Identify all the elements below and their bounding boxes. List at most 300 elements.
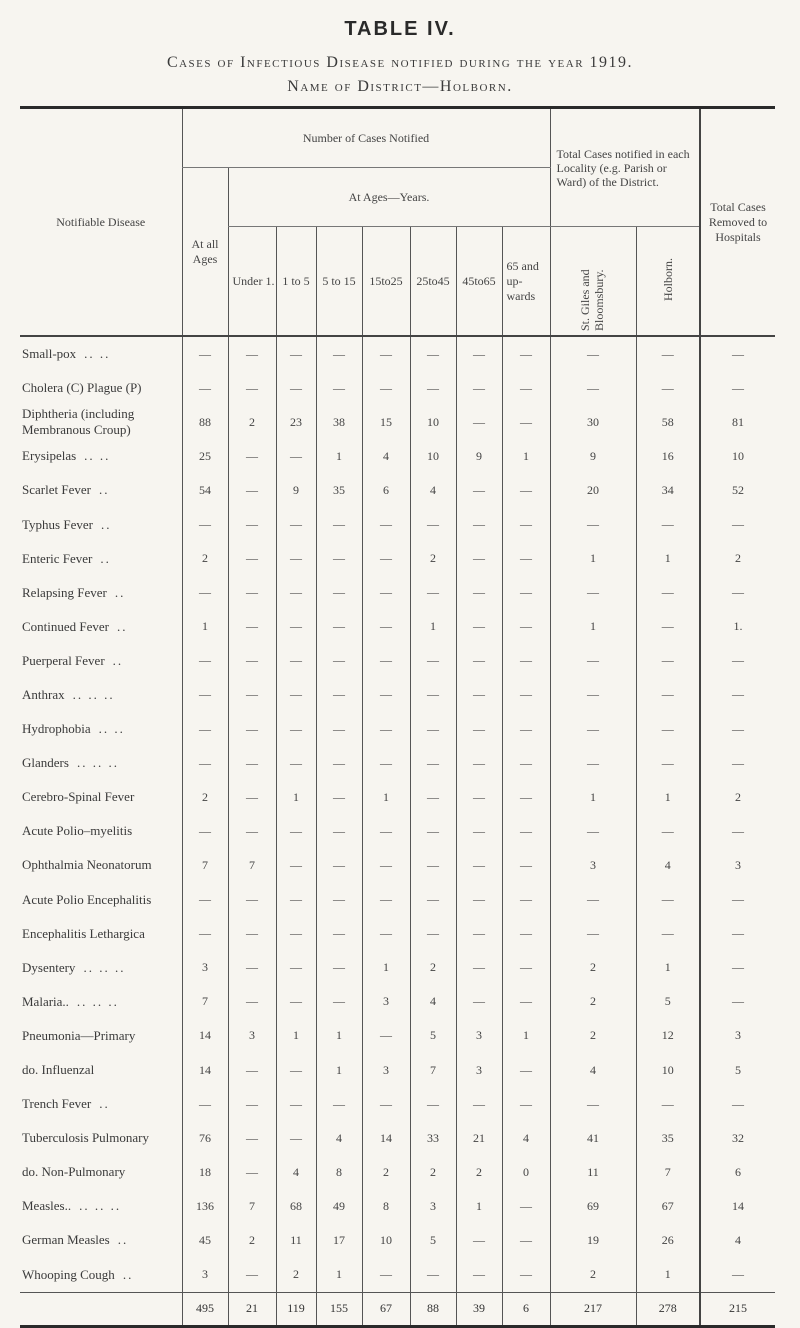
cell-value: —	[276, 439, 316, 473]
cell-value: 1	[316, 439, 362, 473]
cell-value: 34	[636, 473, 700, 507]
leader-dots: .. .. ..	[79, 1198, 122, 1214]
cell-value: —	[502, 371, 550, 405]
cell-value: —	[700, 883, 775, 917]
cell-value: 14	[362, 1121, 410, 1155]
disease-label: Anthrax	[22, 686, 65, 702]
table-row	[20, 644, 775, 678]
cell-value: —	[362, 1087, 410, 1121]
cell-value: 35	[316, 473, 362, 507]
cell-value: —	[410, 780, 456, 814]
disease-label: Acute Polio Encephalitis	[22, 891, 152, 907]
disease-label: Encephalitis Lethargica	[22, 925, 145, 941]
cell-value: —	[456, 951, 502, 985]
cell-value: 5	[410, 1019, 456, 1053]
total-value: 39	[456, 1292, 502, 1326]
cell-value: 88	[182, 405, 228, 439]
cell-value: —	[182, 883, 228, 917]
cell-value: —	[502, 473, 550, 507]
disease-name	[20, 576, 182, 610]
cell-value: —	[316, 814, 362, 848]
disease-label: Enteric Fever	[22, 550, 93, 566]
cell-value: 2	[700, 780, 775, 814]
table-row	[20, 814, 775, 848]
cell-value: 2	[410, 1155, 456, 1189]
cell-value: 2	[228, 405, 276, 439]
cell-value: —	[410, 1087, 456, 1121]
cell-value: 136	[182, 1189, 228, 1223]
cell-value: 1	[636, 542, 700, 576]
disease-label: do. Non-Pulmonary	[22, 1164, 126, 1180]
cell-value: —	[182, 576, 228, 610]
cell-value: 58	[636, 405, 700, 439]
cell-value: —	[410, 712, 456, 746]
cell-value: —	[456, 371, 502, 405]
cell-value: —	[502, 610, 550, 644]
cell-value: —	[456, 712, 502, 746]
cell-value: —	[502, 848, 550, 882]
cell-value: —	[316, 644, 362, 678]
cell-value: —	[276, 576, 316, 610]
cell-value: 3	[362, 985, 410, 1019]
header-age-1to5: 1 to 5	[276, 227, 316, 337]
disease-rows	[20, 336, 775, 1292]
cell-value: —	[700, 1258, 775, 1293]
cell-value: 14	[182, 1053, 228, 1087]
cell-value: —	[276, 917, 316, 951]
cell-value: 10	[636, 1053, 700, 1087]
cell-value: —	[228, 780, 276, 814]
cell-value: 4	[276, 1155, 316, 1189]
disease-name	[20, 985, 182, 1019]
cell-value: —	[456, 1258, 502, 1293]
cell-value: —	[362, 814, 410, 848]
cell-value: —	[276, 678, 316, 712]
cell-value: 17	[316, 1223, 362, 1257]
cell-value: 1.	[700, 610, 775, 644]
cell-value: —	[276, 1053, 316, 1087]
cell-value: —	[228, 507, 276, 541]
cell-value: 14	[700, 1189, 775, 1223]
cell-value: 1	[182, 610, 228, 644]
cell-value: —	[410, 644, 456, 678]
cell-value: —	[700, 746, 775, 780]
cell-value: —	[362, 678, 410, 712]
header-locality: Total Cases notified in each Locality (e.g. Parish or Ward) of the District.	[550, 109, 700, 227]
cell-value: 1	[362, 780, 410, 814]
table-row	[20, 405, 775, 439]
cell-value: —	[228, 1258, 276, 1293]
cell-value: —	[550, 576, 636, 610]
leader-dots: .. ..	[98, 721, 125, 737]
disease-name	[20, 1258, 182, 1293]
cell-value: 9	[456, 439, 502, 473]
cell-value: 1	[276, 1019, 316, 1053]
cell-value: 23	[276, 405, 316, 439]
cell-value: —	[276, 1121, 316, 1155]
cell-value: —	[410, 848, 456, 882]
cell-value: —	[276, 814, 316, 848]
cell-value: 1	[636, 780, 700, 814]
cell-value: —	[410, 1258, 456, 1293]
disease-label: Ophthalmia Neonatorum	[22, 857, 152, 873]
header-holborn-label: Holborn.	[660, 257, 675, 301]
cell-value: 1	[550, 610, 636, 644]
cell-value: —	[228, 883, 276, 917]
cell-value: 38	[316, 405, 362, 439]
cell-value: 4	[410, 473, 456, 507]
cell-value: 52	[700, 473, 775, 507]
cell-value: —	[316, 371, 362, 405]
cell-value: —	[410, 576, 456, 610]
table-row	[20, 473, 775, 507]
table-row	[20, 712, 775, 746]
cell-value: 49	[316, 1189, 362, 1223]
cell-value: —	[276, 951, 316, 985]
cell-value: —	[276, 507, 316, 541]
cell-value: 3	[550, 848, 636, 882]
cell-value: —	[182, 712, 228, 746]
cell-value: —	[700, 951, 775, 985]
cell-value: —	[550, 1087, 636, 1121]
cell-value: —	[228, 917, 276, 951]
cell-value: —	[456, 644, 502, 678]
table-row	[20, 917, 775, 951]
leader-dots: ..	[122, 1266, 134, 1282]
cell-value: —	[456, 473, 502, 507]
header-all-ages: At all Ages	[182, 168, 228, 337]
cell-value: 45	[182, 1223, 228, 1257]
cell-value: —	[550, 712, 636, 746]
cell-value: —	[502, 712, 550, 746]
cell-value: —	[456, 917, 502, 951]
cell-value: —	[636, 712, 700, 746]
cell-value: 1	[636, 951, 700, 985]
cell-value: —	[636, 507, 700, 541]
disease-name	[20, 1223, 182, 1257]
cell-value: —	[228, 473, 276, 507]
leader-dots: .. .. ..	[72, 686, 115, 702]
disease-label: Measles..	[22, 1198, 72, 1214]
disease-name	[20, 473, 182, 507]
cell-value: —	[456, 576, 502, 610]
cell-value: —	[502, 507, 550, 541]
cell-value: 69	[550, 1189, 636, 1223]
cell-value: —	[316, 678, 362, 712]
cell-value: —	[316, 917, 362, 951]
cell-value: —	[362, 610, 410, 644]
cell-value: 3	[182, 951, 228, 985]
cell-value: —	[276, 746, 316, 780]
cell-value: 30	[550, 405, 636, 439]
disease-label: Pneumonia—Primary	[22, 1027, 136, 1043]
disease-name	[20, 1189, 182, 1223]
cell-value: —	[182, 371, 228, 405]
cell-value: —	[550, 678, 636, 712]
cell-value: 16	[636, 439, 700, 473]
cell-value: —	[362, 507, 410, 541]
cell-value: —	[456, 780, 502, 814]
disease-name	[20, 507, 182, 541]
cell-value: —	[700, 371, 775, 405]
cell-value: 19	[550, 1223, 636, 1257]
cell-value: —	[182, 336, 228, 371]
cell-value: —	[550, 883, 636, 917]
disease-label: Typhus Fever	[22, 516, 93, 532]
cell-value: —	[456, 542, 502, 576]
table-title: TABLE IV.	[344, 18, 456, 40]
cell-value: 1	[316, 1053, 362, 1087]
cell-value: —	[362, 644, 410, 678]
cell-value: 3	[182, 1258, 228, 1293]
table-row	[20, 1053, 775, 1087]
header-disease: Notifiable Disease	[20, 109, 182, 336]
cell-value: 8	[362, 1189, 410, 1223]
leader-dots: .. .. ..	[76, 993, 119, 1009]
cell-value: —	[228, 576, 276, 610]
leader-dots: ..	[100, 550, 111, 566]
cell-value: 3	[700, 848, 775, 882]
table-row	[20, 883, 775, 917]
cell-value: —	[700, 985, 775, 1019]
cell-value: 4	[502, 1121, 550, 1155]
cell-value: —	[550, 336, 636, 371]
cell-value: —	[362, 883, 410, 917]
cell-value: 2	[550, 1019, 636, 1053]
cell-value: —	[502, 1053, 550, 1087]
cell-value: 1	[502, 439, 550, 473]
cell-value: —	[316, 848, 362, 882]
disease-label: Hydrophobia	[22, 721, 91, 737]
table-row	[20, 1223, 775, 1257]
cell-value: 7	[410, 1053, 456, 1087]
table-row	[20, 610, 775, 644]
cell-value: —	[182, 814, 228, 848]
cell-value: —	[410, 917, 456, 951]
disease-table	[20, 106, 775, 1328]
cell-value: 2	[550, 1258, 636, 1293]
cell-value: 11	[550, 1155, 636, 1189]
leader-dots: ..	[114, 584, 126, 600]
cell-value: 2	[700, 542, 775, 576]
cell-value: —	[700, 576, 775, 610]
cell-value: 1	[550, 542, 636, 576]
leader-dots: ..	[100, 516, 112, 532]
cell-value: —	[502, 576, 550, 610]
cell-value: —	[410, 678, 456, 712]
cell-value: 26	[636, 1223, 700, 1257]
cell-value: 3	[410, 1189, 456, 1223]
cell-value: 3	[228, 1019, 276, 1053]
cell-value: —	[362, 848, 410, 882]
cell-value: —	[316, 610, 362, 644]
leader-dots: .. .. ..	[76, 755, 119, 771]
cell-value: —	[456, 1087, 502, 1121]
cell-value: 2	[276, 1258, 316, 1293]
cell-value: —	[456, 848, 502, 882]
cell-value: —	[228, 542, 276, 576]
cell-value: —	[410, 507, 456, 541]
cell-value: 10	[410, 405, 456, 439]
cell-value: —	[550, 507, 636, 541]
disease-name	[20, 1121, 182, 1155]
disease-name	[20, 1019, 182, 1053]
totals-label-cell	[20, 1292, 182, 1326]
cell-value: —	[456, 405, 502, 439]
disease-name	[20, 712, 182, 746]
total-value: 6	[502, 1292, 550, 1326]
cell-value: 67	[636, 1189, 700, 1223]
header-age-under1: Under 1.	[228, 227, 276, 337]
disease-label: Scarlet Fever	[22, 482, 91, 498]
cell-value: —	[502, 336, 550, 371]
table-row	[20, 1258, 775, 1293]
cell-value: 2	[550, 951, 636, 985]
cell-value: —	[456, 336, 502, 371]
table-row	[20, 542, 775, 576]
cell-value: —	[636, 610, 700, 644]
cell-value: 4	[636, 848, 700, 882]
table-row	[20, 951, 775, 985]
cell-value: —	[276, 985, 316, 1019]
cell-value: —	[362, 1019, 410, 1053]
disease-label: Puerperal Fever	[22, 652, 105, 668]
disease-label: Glanders	[22, 755, 69, 771]
cell-value: —	[636, 814, 700, 848]
cell-value: —	[700, 712, 775, 746]
table-row	[20, 746, 775, 780]
cell-value: —	[502, 1087, 550, 1121]
cell-value: —	[456, 507, 502, 541]
cell-value: 25	[182, 439, 228, 473]
cell-value: —	[456, 746, 502, 780]
cell-value: —	[502, 542, 550, 576]
table-row	[20, 439, 775, 473]
cell-value: 7	[182, 985, 228, 1019]
disease-name	[20, 848, 182, 882]
totals-row	[20, 1292, 775, 1326]
cell-value: 10	[362, 1223, 410, 1257]
cell-value: 12	[636, 1019, 700, 1053]
cell-value: —	[228, 439, 276, 473]
district-name: Name of District—Holborn.	[287, 78, 513, 95]
cell-value: 4	[362, 439, 410, 473]
cell-value: —	[228, 678, 276, 712]
disease-name	[20, 917, 182, 951]
cell-value: —	[456, 678, 502, 712]
cell-value: 15	[362, 405, 410, 439]
cell-value: 7	[182, 848, 228, 882]
cell-value: —	[182, 644, 228, 678]
cell-value: —	[700, 1087, 775, 1121]
table-row	[20, 1121, 775, 1155]
header-st-giles-label: St. Giles and Bloomsbury.	[578, 269, 606, 331]
cell-value: 21	[456, 1121, 502, 1155]
table-row	[20, 780, 775, 814]
cell-value: —	[228, 1053, 276, 1087]
cell-value: 10	[410, 439, 456, 473]
disease-name	[20, 336, 182, 371]
cell-value: —	[502, 1258, 550, 1293]
disease-label: Erysipelas	[22, 448, 77, 464]
cell-value: 6	[700, 1155, 775, 1189]
cell-value: —	[456, 1223, 502, 1257]
table-row	[20, 1019, 775, 1053]
cell-value: —	[502, 780, 550, 814]
cell-value: 3	[456, 1019, 502, 1053]
disease-name	[20, 951, 182, 985]
cell-value: —	[550, 746, 636, 780]
cell-value: —	[362, 371, 410, 405]
cell-value: —	[362, 576, 410, 610]
cell-value: —	[502, 814, 550, 848]
cell-value: —	[276, 610, 316, 644]
leader-dots: ..	[112, 652, 124, 668]
header-removed: Total Cases Removed to Hospitals	[700, 109, 775, 336]
cell-value: —	[316, 336, 362, 371]
disease-name	[20, 814, 182, 848]
cell-value: —	[276, 644, 316, 678]
cell-value: 4	[410, 985, 456, 1019]
cell-value: —	[550, 917, 636, 951]
cell-value: 1	[456, 1189, 502, 1223]
disease-name	[20, 780, 182, 814]
header-age-45to65: 45to65	[456, 227, 502, 337]
cell-value: —	[456, 883, 502, 917]
header-holborn	[636, 227, 700, 337]
cell-value: —	[456, 985, 502, 1019]
cell-value: 2	[228, 1223, 276, 1257]
cell-value: 5	[700, 1053, 775, 1087]
disease-name	[20, 1053, 182, 1087]
cell-value: 7	[228, 1189, 276, 1223]
cell-value: —	[316, 746, 362, 780]
cell-value: —	[228, 951, 276, 985]
disease-name	[20, 405, 182, 439]
cell-value: —	[636, 883, 700, 917]
cell-value: 8	[316, 1155, 362, 1189]
table-row	[20, 678, 775, 712]
cell-value: —	[636, 917, 700, 951]
cell-value: —	[316, 780, 362, 814]
cell-value: —	[316, 883, 362, 917]
total-value: 215	[700, 1292, 775, 1326]
cell-value: —	[636, 678, 700, 712]
total-value: 217	[550, 1292, 636, 1326]
cell-value: 4	[700, 1223, 775, 1257]
table-row	[20, 848, 775, 882]
cell-value: —	[636, 336, 700, 371]
cell-value: —	[410, 371, 456, 405]
table-row	[20, 576, 775, 610]
cell-value: —	[502, 1223, 550, 1257]
cell-value: —	[636, 1087, 700, 1121]
cell-value: —	[636, 576, 700, 610]
cell-value: —	[700, 644, 775, 678]
cell-value: 41	[550, 1121, 636, 1155]
cell-value: 4	[550, 1053, 636, 1087]
cell-value: —	[316, 542, 362, 576]
cell-value: —	[502, 678, 550, 712]
disease-label: Continued Fever	[22, 618, 110, 634]
leader-dots: ..	[117, 618, 128, 634]
disease-label: Trench Fever	[22, 1096, 92, 1112]
cell-value: —	[502, 644, 550, 678]
leader-dots: ..	[98, 482, 110, 498]
disease-label: Tuberculosis Pulmonary	[22, 1130, 149, 1146]
cell-value: —	[456, 610, 502, 644]
table-row	[20, 1155, 775, 1189]
